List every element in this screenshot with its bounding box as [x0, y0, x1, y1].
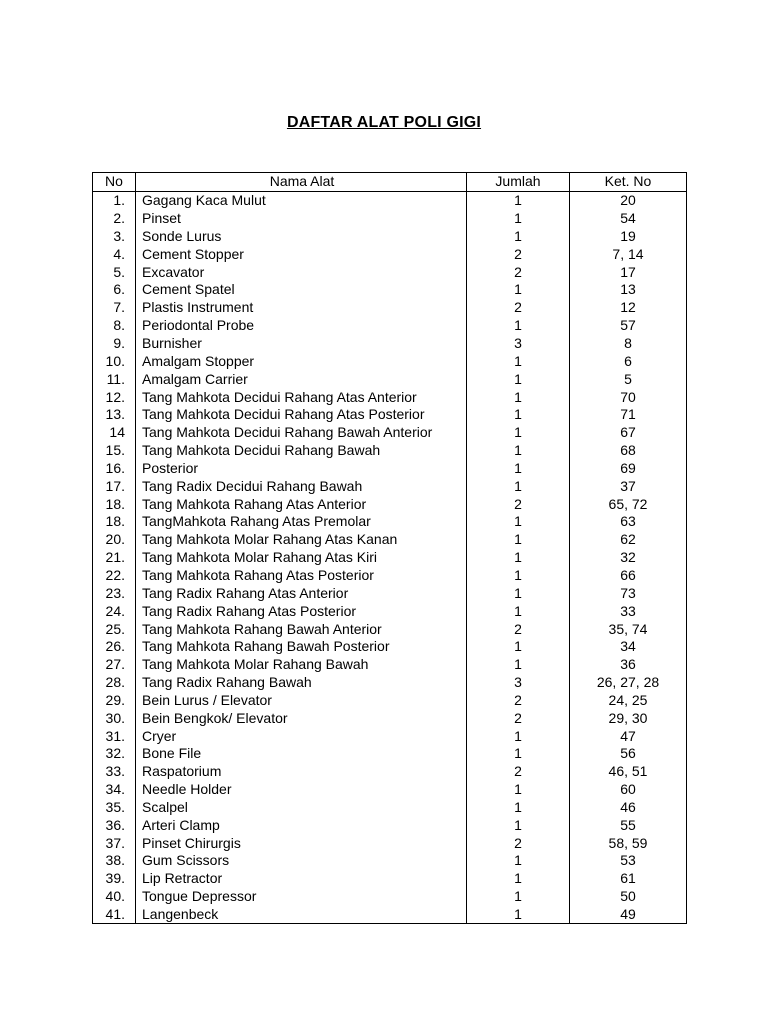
cell-no: 30.: [93, 709, 136, 727]
table-row: [93, 442, 687, 460]
cell-jumlah: 1: [467, 513, 570, 531]
header-ket-no: Ket. No: [570, 173, 687, 192]
cell-jumlah: 3: [467, 335, 570, 353]
cell-nama-alat: Tang Mahkota Rahang Bawah Posterior: [136, 638, 467, 656]
cell-jumlah: 1: [467, 727, 570, 745]
cell-jumlah: 1: [467, 531, 570, 549]
table-row: [93, 816, 687, 834]
cell-jumlah: 2: [467, 834, 570, 852]
cell-jumlah: 1: [467, 370, 570, 388]
cell-jumlah: 2: [467, 495, 570, 513]
cell-jumlah: 2: [467, 709, 570, 727]
cell-nama-alat: Tang Radix Rahang Atas Posterior: [136, 602, 467, 620]
cell-nama-alat: Arteri Clamp: [136, 816, 467, 834]
cell-no: 34.: [93, 781, 136, 799]
cell-no: 31.: [93, 727, 136, 745]
cell-jumlah: 1: [467, 870, 570, 888]
cell-jumlah: 2: [467, 763, 570, 781]
table-row: [93, 228, 687, 246]
cell-nama-alat: Tang Radix Rahang Atas Anterior: [136, 584, 467, 602]
cell-nama-alat: Tang Mahkota Decidui Rahang Bawah: [136, 442, 467, 460]
cell-ket-no: 7, 14: [570, 245, 687, 263]
table-row: [93, 834, 687, 852]
cell-jumlah: 1: [467, 567, 570, 585]
cell-ket-no: 37: [570, 477, 687, 495]
cell-jumlah: 1: [467, 638, 570, 656]
cell-ket-no: 6: [570, 352, 687, 370]
cell-nama-alat: Amalgam Carrier: [136, 370, 467, 388]
cell-no: 12.: [93, 388, 136, 406]
cell-no: 18.: [93, 495, 136, 513]
cell-jumlah: 2: [467, 299, 570, 317]
cell-nama-alat: Cryer: [136, 727, 467, 745]
cell-jumlah: 1: [467, 191, 570, 209]
table-row: [93, 781, 687, 799]
cell-no: 27.: [93, 656, 136, 674]
cell-ket-no: 34: [570, 638, 687, 656]
cell-nama-alat: Periodontal Probe: [136, 317, 467, 335]
cell-jumlah: 1: [467, 388, 570, 406]
cell-ket-no: 73: [570, 584, 687, 602]
cell-no: 40.: [93, 888, 136, 906]
cell-no: 5.: [93, 263, 136, 281]
cell-ket-no: 17: [570, 263, 687, 281]
table-row: [93, 370, 687, 388]
table-row: [93, 388, 687, 406]
cell-no: 8.: [93, 317, 136, 335]
cell-ket-no: 8: [570, 335, 687, 353]
cell-no: 3.: [93, 228, 136, 246]
table-row: [93, 477, 687, 495]
cell-jumlah: 1: [467, 477, 570, 495]
cell-jumlah: 1: [467, 317, 570, 335]
table-row: [93, 245, 687, 263]
cell-nama-alat: Lip Retractor: [136, 870, 467, 888]
cell-no: 4.: [93, 245, 136, 263]
cell-nama-alat: Tang Mahkota Molar Rahang Bawah: [136, 656, 467, 674]
cell-no: 20.: [93, 531, 136, 549]
cell-ket-no: 70: [570, 388, 687, 406]
cell-nama-alat: Plastis Instrument: [136, 299, 467, 317]
cell-ket-no: 26, 27, 28: [570, 674, 687, 692]
cell-ket-no: 62: [570, 531, 687, 549]
document-title: DAFTAR ALAT POLI GIGI: [286, 114, 482, 131]
cell-nama-alat: Langenbeck: [136, 906, 467, 924]
cell-nama-alat: Tang Mahkota Molar Rahang Atas Kiri: [136, 549, 467, 567]
cell-jumlah: 2: [467, 245, 570, 263]
table-row: [93, 191, 687, 209]
cell-jumlah: 1: [467, 424, 570, 442]
cell-ket-no: 71: [570, 406, 687, 424]
cell-nama-alat: Tang Mahkota Molar Rahang Atas Kanan: [136, 531, 467, 549]
cell-ket-no: 49: [570, 906, 687, 924]
instrument-table: [92, 172, 687, 924]
cell-no: 26.: [93, 638, 136, 656]
cell-no: 32.: [93, 745, 136, 763]
cell-jumlah: 1: [467, 406, 570, 424]
cell-jumlah: 2: [467, 691, 570, 709]
cell-jumlah: 1: [467, 852, 570, 870]
cell-nama-alat: Tang Radix Decidui Rahang Bawah: [136, 477, 467, 495]
cell-ket-no: 63: [570, 513, 687, 531]
cell-no: 18.: [93, 513, 136, 531]
cell-no: 1.: [93, 191, 136, 209]
cell-nama-alat: Tang Radix Rahang Bawah: [136, 674, 467, 692]
cell-no: 23.: [93, 584, 136, 602]
cell-no: 17.: [93, 477, 136, 495]
cell-nama-alat: Tang Mahkota Rahang Atas Posterior: [136, 567, 467, 585]
cell-nama-alat: Pinset: [136, 210, 467, 228]
cell-no: 2.: [93, 210, 136, 228]
cell-ket-no: 47: [570, 727, 687, 745]
cell-nama-alat: Tongue Depressor: [136, 888, 467, 906]
table-row: [93, 335, 687, 353]
table-row: [93, 709, 687, 727]
cell-ket-no: 33: [570, 602, 687, 620]
cell-jumlah: 1: [467, 210, 570, 228]
cell-jumlah: 1: [467, 799, 570, 817]
cell-nama-alat: Sonde Lurus: [136, 228, 467, 246]
cell-no: 37.: [93, 834, 136, 852]
cell-ket-no: 46: [570, 799, 687, 817]
table-row: [93, 584, 687, 602]
table-row: [93, 406, 687, 424]
cell-nama-alat: Burnisher: [136, 335, 467, 353]
cell-jumlah: 1: [467, 228, 570, 246]
cell-nama-alat: Excavator: [136, 263, 467, 281]
table-row: [93, 888, 687, 906]
cell-no: 36.: [93, 816, 136, 834]
cell-nama-alat: Bein Lurus / Elevator: [136, 691, 467, 709]
table-row: [93, 602, 687, 620]
table-row: [93, 513, 687, 531]
cell-ket-no: 36: [570, 656, 687, 674]
cell-jumlah: 1: [467, 460, 570, 478]
cell-ket-no: 68: [570, 442, 687, 460]
table-row: [93, 352, 687, 370]
cell-ket-no: 12: [570, 299, 687, 317]
table-row: [93, 549, 687, 567]
cell-jumlah: 1: [467, 888, 570, 906]
table-row: [93, 638, 687, 656]
table-row: [93, 299, 687, 317]
cell-ket-no: 56: [570, 745, 687, 763]
cell-ket-no: 66: [570, 567, 687, 585]
header-nama-alat: Nama Alat: [136, 173, 467, 192]
cell-jumlah: 1: [467, 781, 570, 799]
cell-no: 10.: [93, 352, 136, 370]
cell-no: 7.: [93, 299, 136, 317]
table-row: [93, 531, 687, 549]
table-header-row: [93, 173, 687, 192]
table-row: [93, 281, 687, 299]
cell-ket-no: 53: [570, 852, 687, 870]
cell-ket-no: 29, 30: [570, 709, 687, 727]
cell-ket-no: 69: [570, 460, 687, 478]
table-row: [93, 745, 687, 763]
cell-ket-no: 5: [570, 370, 687, 388]
cell-jumlah: 1: [467, 352, 570, 370]
cell-nama-alat: Bone File: [136, 745, 467, 763]
cell-ket-no: 60: [570, 781, 687, 799]
cell-no: 24.: [93, 602, 136, 620]
cell-jumlah: 1: [467, 906, 570, 924]
table-row: [93, 460, 687, 478]
cell-ket-no: 54: [570, 210, 687, 228]
cell-nama-alat: Tang Mahkota Rahang Atas Anterior: [136, 495, 467, 513]
table-row: [93, 799, 687, 817]
header-no: No: [93, 173, 136, 192]
table-row: [93, 495, 687, 513]
cell-nama-alat: Pinset Chirurgis: [136, 834, 467, 852]
table-row: [93, 727, 687, 745]
table-row: [93, 906, 687, 924]
cell-ket-no: 13: [570, 281, 687, 299]
cell-no: 25.: [93, 620, 136, 638]
cell-ket-no: 24, 25: [570, 691, 687, 709]
cell-jumlah: 1: [467, 584, 570, 602]
table-row: [93, 656, 687, 674]
cell-ket-no: 19: [570, 228, 687, 246]
table-row: [93, 424, 687, 442]
table-body: [93, 191, 687, 924]
cell-no: 39.: [93, 870, 136, 888]
cell-nama-alat: Amalgam Stopper: [136, 352, 467, 370]
cell-no: 41.: [93, 906, 136, 924]
cell-ket-no: 35, 74: [570, 620, 687, 638]
cell-jumlah: 1: [467, 602, 570, 620]
cell-no: 15.: [93, 442, 136, 460]
cell-no: 16.: [93, 460, 136, 478]
cell-nama-alat: Gum Scissors: [136, 852, 467, 870]
cell-nama-alat: Raspatorium: [136, 763, 467, 781]
table-row: [93, 210, 687, 228]
table-row: [93, 852, 687, 870]
cell-jumlah: 1: [467, 656, 570, 674]
cell-nama-alat: Needle Holder: [136, 781, 467, 799]
cell-no: 11.: [93, 370, 136, 388]
cell-nama-alat: Cement Spatel: [136, 281, 467, 299]
cell-ket-no: 58, 59: [570, 834, 687, 852]
cell-no: 14: [93, 424, 136, 442]
table-row: [93, 674, 687, 692]
cell-jumlah: 2: [467, 263, 570, 281]
cell-no: 29.: [93, 691, 136, 709]
cell-ket-no: 55: [570, 816, 687, 834]
header-jumlah: Jumlah: [467, 173, 570, 192]
cell-jumlah: 3: [467, 674, 570, 692]
cell-no: 33.: [93, 763, 136, 781]
table-row: [93, 620, 687, 638]
cell-jumlah: 1: [467, 281, 570, 299]
cell-nama-alat: Tang Mahkota Decidui Rahang Atas Posterior: [136, 406, 467, 424]
cell-nama-alat: Tang Mahkota Decidui Rahang Atas Anterior: [136, 388, 467, 406]
cell-ket-no: 50: [570, 888, 687, 906]
table-row: [93, 263, 687, 281]
table-row: [93, 567, 687, 585]
table-row: [93, 317, 687, 335]
cell-ket-no: 67: [570, 424, 687, 442]
cell-jumlah: 1: [467, 549, 570, 567]
table-row: [93, 691, 687, 709]
cell-nama-alat: Posterior: [136, 460, 467, 478]
table-row: [93, 870, 687, 888]
cell-nama-alat: Tang Mahkota Rahang Bawah Anterior: [136, 620, 467, 638]
cell-ket-no: 61: [570, 870, 687, 888]
cell-ket-no: 46, 51: [570, 763, 687, 781]
cell-no: 9.: [93, 335, 136, 353]
cell-no: 22.: [93, 567, 136, 585]
cell-no: 21.: [93, 549, 136, 567]
cell-ket-no: 20: [570, 191, 687, 209]
cell-jumlah: 1: [467, 442, 570, 460]
cell-no: 38.: [93, 852, 136, 870]
cell-nama-alat: Gagang Kaca Mulut: [136, 191, 467, 209]
cell-nama-alat: Scalpel: [136, 799, 467, 817]
cell-ket-no: 57: [570, 317, 687, 335]
table-row: [93, 763, 687, 781]
cell-nama-alat: Tang Mahkota Decidui Rahang Bawah Anterior: [136, 424, 467, 442]
cell-ket-no: 32: [570, 549, 687, 567]
cell-ket-no: 65, 72: [570, 495, 687, 513]
cell-no: 6.: [93, 281, 136, 299]
cell-jumlah: 2: [467, 620, 570, 638]
cell-no: 28.: [93, 674, 136, 692]
cell-nama-alat: TangMahkota Rahang Atas Premolar: [136, 513, 467, 531]
cell-nama-alat: Cement Stopper: [136, 245, 467, 263]
cell-no: 13.: [93, 406, 136, 424]
cell-nama-alat: Bein Bengkok/ Elevator: [136, 709, 467, 727]
cell-no: 35.: [93, 799, 136, 817]
cell-jumlah: 1: [467, 816, 570, 834]
cell-jumlah: 1: [467, 745, 570, 763]
